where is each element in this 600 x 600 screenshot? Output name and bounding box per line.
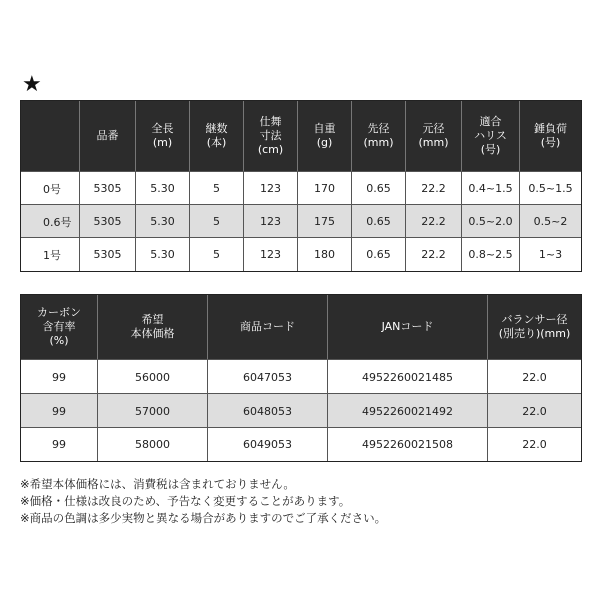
spec-header-sections: 継数 (本) — [189, 101, 243, 171]
footnote-color: ※商品の色調は多少実物と異なる場合がありますのでご了承ください。 — [20, 511, 387, 525]
price-header-product-code: 商品コード — [207, 295, 327, 359]
cell-length: 5.30 — [135, 205, 189, 238]
row-label: 0.6号 — [43, 215, 72, 229]
cell-closed-length: 123 — [243, 172, 297, 205]
cell-carbon: 99 — [52, 438, 66, 451]
spec-header-sinker: 錘負荷 (号) — [519, 101, 581, 171]
cell-jan-code: 4952260021485 — [327, 360, 487, 394]
cell-jan-code: 4952260021492 — [327, 394, 487, 428]
cell-sinker: 0.5~2 — [519, 205, 581, 238]
spec-header-empty — [21, 101, 79, 171]
price-header-carbon: カーボン 含有率 (%) — [37, 306, 81, 347]
cell-butt-diameter: 22.2 — [405, 238, 461, 271]
price-header-jan-code: JANコード — [327, 295, 487, 359]
spec-table — [20, 100, 582, 272]
table-row — [21, 427, 581, 461]
cell-price: 56000 — [97, 360, 207, 394]
cell-butt-diameter: 22.2 — [405, 172, 461, 205]
cell-price: 57000 — [97, 394, 207, 428]
cell-carbon: 99 — [52, 370, 66, 384]
price-table-header — [21, 295, 581, 359]
price-header-price: 希望 本体価格 — [97, 295, 207, 359]
cell-part-number: 5305 — [79, 238, 135, 271]
table-row — [21, 171, 581, 205]
cell-product-code: 6048053 — [207, 394, 327, 428]
cell-balancer: 22.0 — [487, 360, 581, 394]
price-header-balancer: バランサー径 (別売り)(mm) — [487, 295, 581, 359]
footnote-tax: ※希望本体価格には、消費税は含まれておりません。 — [20, 477, 295, 491]
cell-tip-diameter: 0.65 — [351, 238, 405, 271]
cell-sinker: 1~3 — [519, 238, 581, 271]
cell-carbon: 99 — [52, 404, 66, 418]
cell-weight: 175 — [297, 205, 351, 238]
spec-header-part-number: 品番 — [79, 101, 135, 171]
cell-length: 5.30 — [135, 172, 189, 205]
cell-closed-length: 123 — [243, 238, 297, 271]
cell-part-number: 5305 — [79, 172, 135, 205]
table-row — [21, 359, 581, 394]
cell-butt-diameter: 22.2 — [405, 205, 461, 238]
cell-product-code: 6047053 — [207, 360, 327, 394]
cell-sinker: 0.5~1.5 — [519, 172, 581, 205]
spec-header-closed-length: 仕舞 寸法 (cm) — [243, 101, 297, 171]
row-label: 0号 — [43, 182, 61, 196]
cell-product-code: 6049053 — [207, 428, 327, 461]
cell-weight: 170 — [297, 172, 351, 205]
cell-balancer: 22.0 — [487, 428, 581, 461]
price-table — [20, 294, 582, 462]
cell-length: 5.30 — [135, 238, 189, 271]
cell-part-number: 5305 — [79, 205, 135, 238]
cell-line: 0.8~2.5 — [461, 238, 519, 271]
spec-header-length: 全長 (m) — [135, 101, 189, 171]
cell-tip-diameter: 0.65 — [351, 172, 405, 205]
cell-closed-length: 123 — [243, 205, 297, 238]
cell-line: 0.4~1.5 — [461, 172, 519, 205]
cell-jan-code: 4952260021508 — [327, 428, 487, 461]
cell-price: 58000 — [97, 428, 207, 461]
cell-balancer: 22.0 — [487, 394, 581, 428]
footnote-spec-change: ※価格・仕様は改良のため、予告なく変更することがあります。 — [20, 494, 351, 508]
table-row — [21, 237, 581, 271]
spec-table-header — [21, 101, 581, 171]
cell-sections: 5 — [189, 172, 243, 205]
cell-sections: 5 — [189, 205, 243, 238]
footnotes — [20, 476, 386, 527]
table-row — [21, 393, 581, 428]
cell-weight: 180 — [297, 238, 351, 271]
star-mark: ★ — [22, 72, 42, 97]
cell-line: 0.5~2.0 — [461, 205, 519, 238]
spec-header-tip-diameter: 先径 (mm) — [351, 101, 405, 171]
table-row — [21, 204, 581, 238]
spec-header-weight: 自重 (g) — [297, 101, 351, 171]
cell-tip-diameter: 0.65 — [351, 205, 405, 238]
cell-sections: 5 — [189, 238, 243, 271]
spec-header-butt-diameter: 元径 (mm) — [405, 101, 461, 171]
spec-header-line: 適合 ハリス (号) — [461, 101, 519, 171]
row-label: 1号 — [43, 248, 61, 262]
